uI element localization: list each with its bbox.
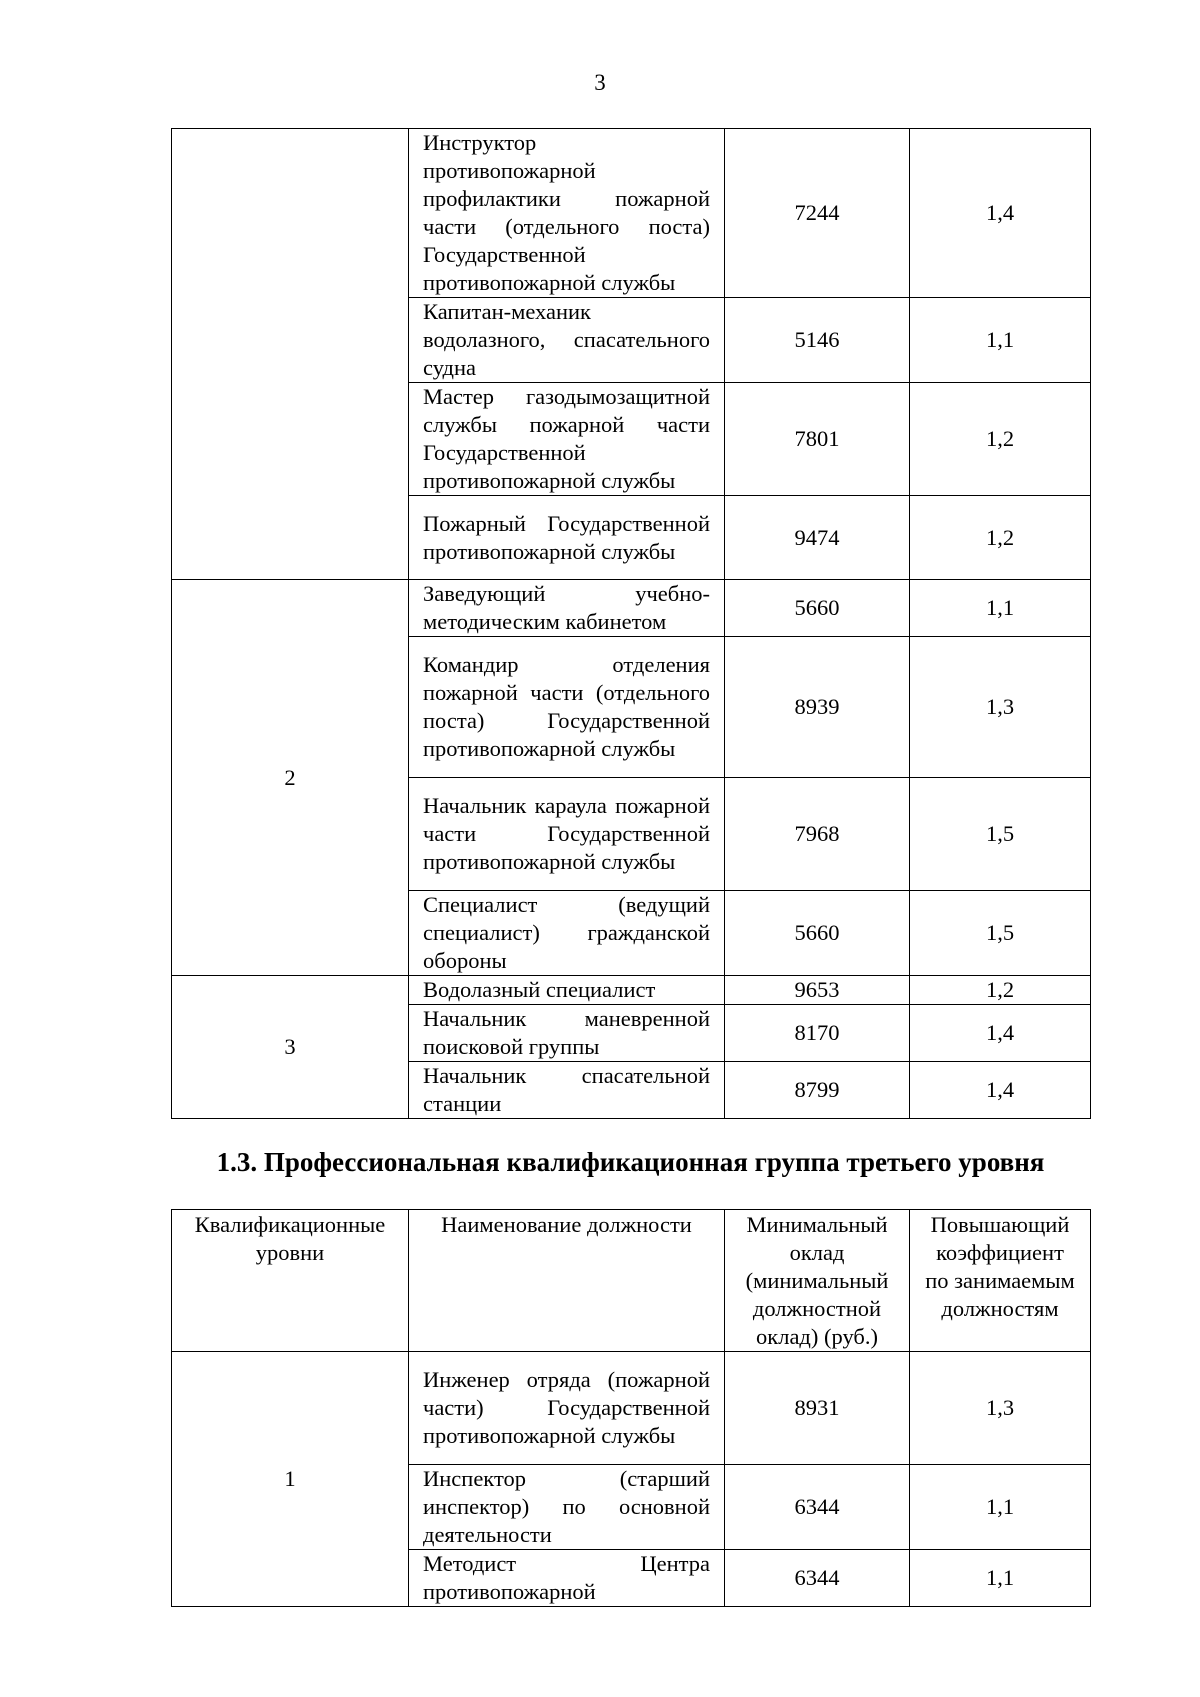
min-salary-cell: 8931 — [725, 1352, 910, 1465]
position-name-cell: Пожарный Государственной противопожарной службы — [409, 496, 725, 580]
position-name-cell: Командир отделения пожарной части (отдельного поста) Государственной противопожарной службы — [409, 637, 725, 778]
min-salary-cell: 6344 — [725, 1550, 910, 1607]
coefficient-cell: 1,5 — [910, 778, 1091, 891]
position-name-cell: Начальник спасательной станции — [409, 1062, 725, 1119]
header-coefficient: Повышающий коэффициент по занимаемым должностям — [910, 1210, 1091, 1352]
coefficient-cell: 1,4 — [910, 1062, 1091, 1119]
position-name-cell: Начальник маневренной поисковой группы — [409, 1005, 725, 1062]
salary-table-third-level — [171, 1209, 1091, 1607]
position-name-cell: Водолазный специалист — [409, 976, 725, 1005]
coefficient-cell: 1,4 — [910, 129, 1091, 298]
position-name-cell: Заведующий учебно-методическим кабинетом — [409, 580, 725, 637]
table-row — [172, 129, 1091, 298]
coefficient-cell: 1,1 — [910, 580, 1091, 637]
qualification-level-cell — [172, 129, 409, 580]
coefficient-cell: 1,2 — [910, 383, 1091, 496]
min-salary-cell: 8799 — [725, 1062, 910, 1119]
min-salary-cell: 9474 — [725, 496, 910, 580]
qualification-level-cell: 3 — [172, 976, 409, 1119]
min-salary-cell: 6344 — [725, 1465, 910, 1550]
coefficient-cell: 1,3 — [910, 637, 1091, 778]
min-salary-cell: 9653 — [725, 976, 910, 1005]
position-name-cell: Начальник караула пожарной части Государственной противопожарной службы — [409, 778, 725, 891]
min-salary-cell: 7968 — [725, 778, 910, 891]
min-salary-cell: 5146 — [725, 298, 910, 383]
qualification-level-cell: 1 — [172, 1352, 409, 1607]
coefficient-cell: 1,5 — [910, 891, 1091, 976]
min-salary-cell: 8170 — [725, 1005, 910, 1062]
qualification-level-cell: 2 — [172, 580, 409, 976]
table-row — [172, 580, 1091, 637]
coefficient-cell: 1,4 — [910, 1005, 1091, 1062]
min-salary-cell: 7801 — [725, 383, 910, 496]
coefficient-cell: 1,2 — [910, 496, 1091, 580]
min-salary-cell: 5660 — [725, 891, 910, 976]
section-heading: 1.3. Профессиональная квалификационная группа третьего уровня — [216, 1147, 1045, 1177]
position-name-cell: Мастер газодымозащитной службы пожарной части Государственной противопожарной службы — [409, 383, 725, 496]
position-name-cell: Методист Центра противопожарной — [409, 1550, 725, 1607]
position-name-cell: Капитан-механик водолазного, спасательного судна — [409, 298, 725, 383]
salary-table-continued — [171, 128, 1091, 1119]
position-name-cell: Инженер отряда (пожарной части) Государственной противопожарной службы — [409, 1352, 725, 1465]
header-min-salary: Минимальный оклад (минимальный должностной оклад) (руб.) — [725, 1210, 910, 1352]
position-name-cell: Специалист (ведущий специалист) гражданской обороны — [409, 891, 725, 976]
coefficient-cell: 1,2 — [910, 976, 1091, 1005]
header-position-name: Наименование должности — [409, 1210, 725, 1352]
coefficient-cell: 1,1 — [910, 1550, 1091, 1607]
min-salary-cell: 7244 — [725, 129, 910, 298]
table-row — [172, 1352, 1091, 1465]
min-salary-cell: 5660 — [725, 580, 910, 637]
coefficient-cell: 1,1 — [910, 298, 1091, 383]
min-salary-cell: 8939 — [725, 637, 910, 778]
page-number: 3 — [594, 70, 606, 95]
table-row — [172, 976, 1091, 1005]
header-qualification-levels: Квалификационные уровни — [172, 1210, 409, 1352]
coefficient-cell: 1,3 — [910, 1352, 1091, 1465]
position-name-cell: Инструктор противопожарной профилактики пожарной части (отдельного поста) Государственной противопожарной службы — [409, 129, 725, 298]
table-header-row — [172, 1210, 1091, 1352]
position-name-cell: Инспектор (старший инспектор) по основной деятельности — [409, 1465, 725, 1550]
coefficient-cell: 1,1 — [910, 1465, 1091, 1550]
